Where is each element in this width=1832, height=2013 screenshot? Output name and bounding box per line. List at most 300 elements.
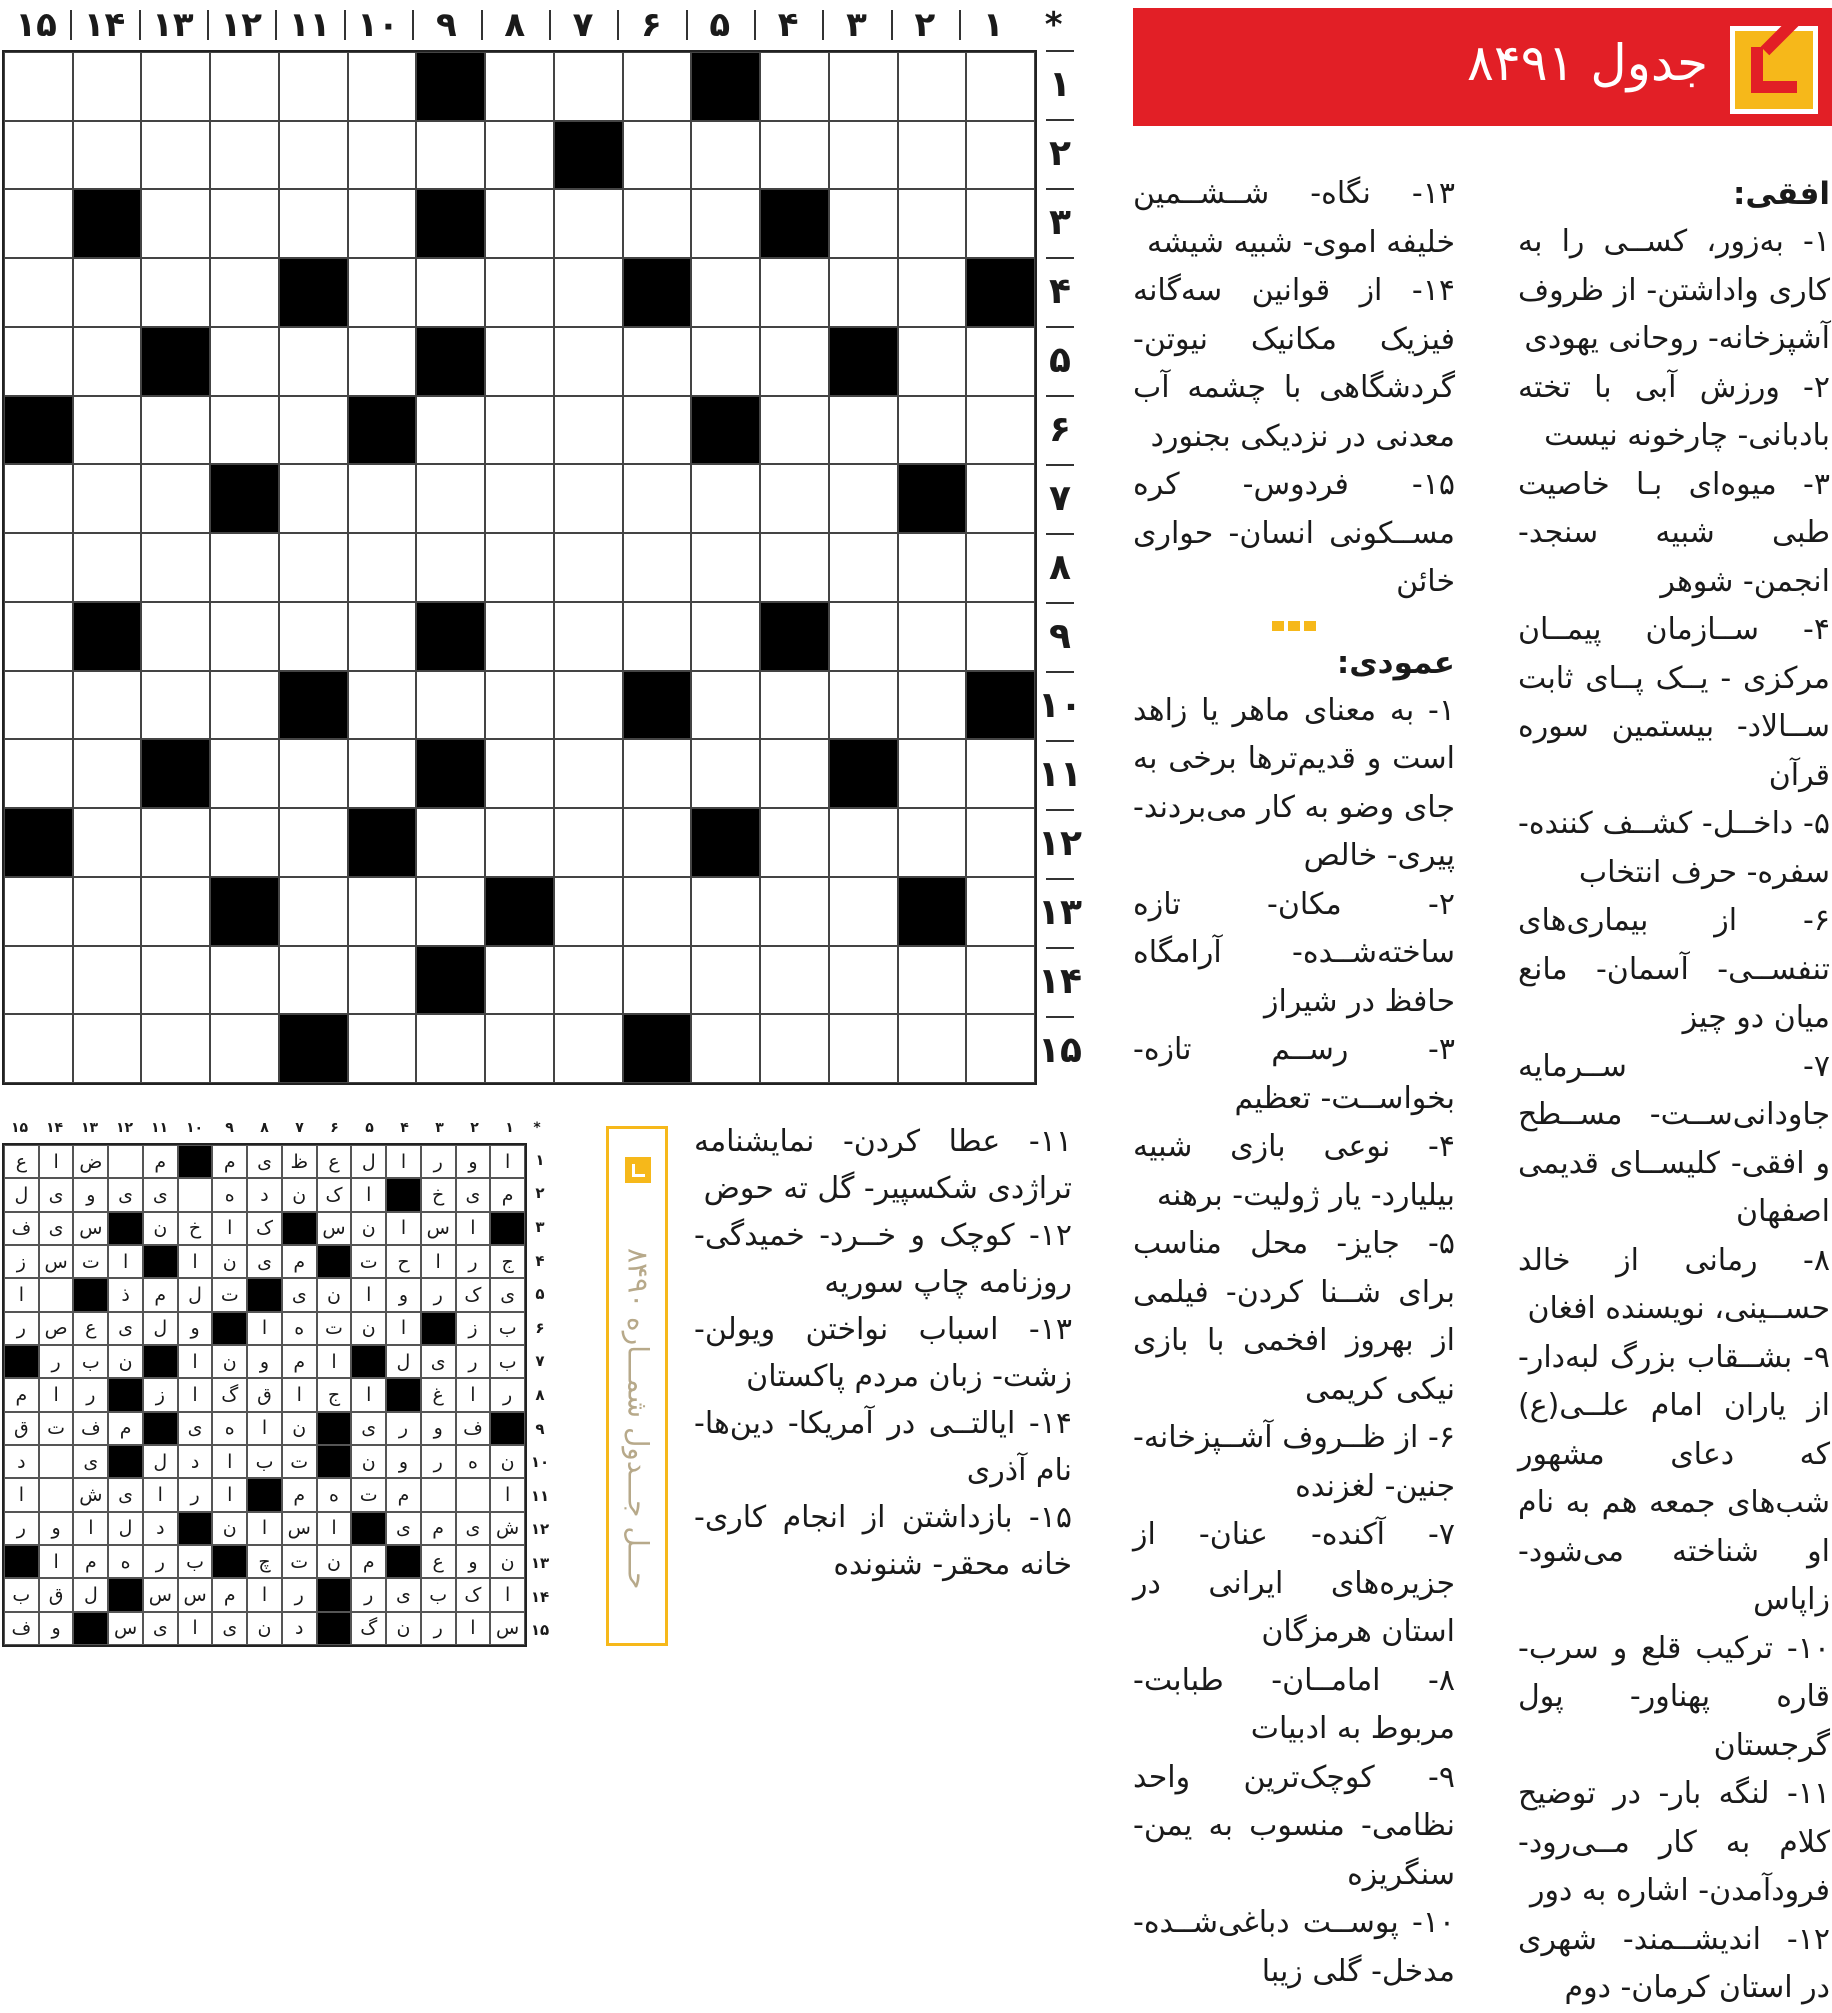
- empty-cell[interactable]: [554, 739, 623, 808]
- empty-cell[interactable]: [279, 327, 348, 396]
- empty-cell[interactable]: [691, 121, 760, 190]
- empty-cell[interactable]: [554, 946, 623, 1015]
- empty-cell[interactable]: [966, 1014, 1035, 1083]
- black-cell: [4, 396, 73, 465]
- empty-cell[interactable]: [966, 877, 1035, 946]
- solution-cell: م: [282, 1345, 317, 1378]
- empty-cell[interactable]: [691, 327, 760, 396]
- empty-cell[interactable]: [348, 52, 417, 121]
- empty-cell[interactable]: [279, 533, 348, 602]
- empty-cell[interactable]: [554, 52, 623, 121]
- empty-cell[interactable]: [141, 189, 210, 258]
- empty-cell[interactable]: [691, 671, 760, 740]
- empty-cell[interactable]: [279, 464, 348, 533]
- clues-bottom-column: [694, 1118, 1072, 1588]
- solution-black-cell: [108, 1378, 143, 1411]
- empty-cell[interactable]: [141, 808, 210, 877]
- black-cell: [760, 602, 829, 671]
- solution-cell: ف: [4, 1212, 39, 1245]
- empty-cell[interactable]: [73, 877, 142, 946]
- empty-cell[interactable]: [623, 396, 692, 465]
- empty-cell[interactable]: [760, 464, 829, 533]
- black-cell: [691, 52, 760, 121]
- solution-black-cell: [212, 1312, 247, 1345]
- empty-cell[interactable]: [279, 121, 348, 190]
- empty-cell[interactable]: [898, 739, 967, 808]
- empty-cell[interactable]: [829, 946, 898, 1015]
- black-cell: [760, 189, 829, 258]
- solution-cell: چ: [247, 1545, 282, 1578]
- empty-cell[interactable]: [73, 327, 142, 396]
- solution-cell: ص: [39, 1312, 74, 1345]
- empty-cell[interactable]: [554, 327, 623, 396]
- empty-cell[interactable]: [4, 671, 73, 740]
- empty-cell[interactable]: [485, 739, 554, 808]
- down-clue: ۵- جایز- محل مناسب برای شــنا کردن- فیلمی از بهروز افخمی با بازی نیکی کریمی: [1133, 1226, 1455, 1407]
- empty-cell[interactable]: [485, 808, 554, 877]
- empty-cell[interactable]: [485, 396, 554, 465]
- solution-cell: ا: [247, 1312, 282, 1345]
- empty-cell[interactable]: [829, 258, 898, 327]
- empty-cell[interactable]: [898, 602, 967, 671]
- solution-cell: ا: [247, 1412, 282, 1445]
- empty-cell[interactable]: [416, 671, 485, 740]
- empty-cell[interactable]: [416, 877, 485, 946]
- empty-cell[interactable]: [554, 464, 623, 533]
- empty-cell[interactable]: [691, 1014, 760, 1083]
- empty-cell[interactable]: [898, 52, 967, 121]
- empty-cell[interactable]: [966, 464, 1035, 533]
- empty-cell[interactable]: [966, 602, 1035, 671]
- black-cell: [73, 189, 142, 258]
- solution-column-label: ۸: [260, 1120, 269, 1136]
- solution-cell: ق: [247, 1378, 282, 1411]
- empty-cell[interactable]: [210, 808, 279, 877]
- empty-cell[interactable]: [554, 533, 623, 602]
- empty-cell[interactable]: [141, 464, 210, 533]
- empty-cell[interactable]: [829, 671, 898, 740]
- empty-cell[interactable]: [141, 602, 210, 671]
- empty-cell[interactable]: [691, 877, 760, 946]
- down-clue: ۱۱- عطا کردن- نمایشنامه تراژدی شکسپیر- گل ته حوض: [694, 1124, 1072, 1206]
- empty-cell[interactable]: [348, 946, 417, 1015]
- solution-cell: ه: [317, 1478, 352, 1511]
- across-clue: ۱۱- لنگه بار- در توضیح کلام به کار مــی‌رود- فرودآمدن- اشاره به دور: [1518, 1776, 1830, 1908]
- solution-cell: ی: [73, 1445, 108, 1478]
- solution-cell: ا: [456, 1612, 491, 1645]
- empty-cell[interactable]: [898, 671, 967, 740]
- empty-cell[interactable]: [4, 258, 73, 327]
- empty-cell[interactable]: [760, 327, 829, 396]
- empty-cell[interactable]: [348, 533, 417, 602]
- black-cell: [691, 808, 760, 877]
- empty-cell[interactable]: [279, 396, 348, 465]
- empty-cell[interactable]: [73, 1014, 142, 1083]
- empty-cell[interactable]: [4, 533, 73, 602]
- empty-cell[interactable]: [210, 1014, 279, 1083]
- solution-cell: ا: [490, 1578, 525, 1611]
- solution-black-cell: [212, 1545, 247, 1578]
- solution-cell: ت: [282, 1545, 317, 1578]
- empty-cell[interactable]: [210, 52, 279, 121]
- empty-cell[interactable]: [898, 258, 967, 327]
- solution-cell: ع: [317, 1145, 352, 1178]
- row-label: ۱۲: [1040, 809, 1080, 878]
- empty-cell[interactable]: [760, 946, 829, 1015]
- empty-cell[interactable]: [348, 602, 417, 671]
- solution-cell: م: [108, 1412, 143, 1445]
- across-clue: ۱۰- ترکیب قلع و سرب- قاره پهناور- پول گرجستان: [1518, 1630, 1830, 1763]
- empty-cell[interactable]: [348, 464, 417, 533]
- solution-cell: و: [456, 1545, 491, 1578]
- solution-cell: ن: [351, 1312, 386, 1345]
- empty-cell[interactable]: [210, 533, 279, 602]
- solution-cell: س: [108, 1612, 143, 1645]
- across-clue: ۱۴- از قوانین سه‌گانه فیزیک مکانیک نیوتن- گردشگاهی با چشمه آب معدنی در نزدیکی بجنورد: [1133, 273, 1455, 454]
- empty-cell[interactable]: [760, 396, 829, 465]
- solution-column-label: ۳: [435, 1120, 444, 1136]
- empty-cell[interactable]: [348, 877, 417, 946]
- solution-cell: ا: [282, 1378, 317, 1411]
- empty-cell[interactable]: [485, 258, 554, 327]
- empty-cell[interactable]: [485, 464, 554, 533]
- empty-cell[interactable]: [279, 52, 348, 121]
- empty-cell[interactable]: [829, 808, 898, 877]
- empty-cell[interactable]: [829, 877, 898, 946]
- solution-cell: س: [282, 1512, 317, 1545]
- down-clue: ۱- به معنای ماهر یا زاهد است و قدیم‌ترها برخی به جای وضو به کار می‌بردند- پیری- خالص: [1133, 692, 1455, 873]
- empty-cell[interactable]: [210, 189, 279, 258]
- row-label: ۷: [1040, 464, 1080, 533]
- solution-cell: ی: [39, 1212, 74, 1245]
- empty-cell[interactable]: [829, 396, 898, 465]
- empty-cell[interactable]: [966, 327, 1035, 396]
- column-label: ۱۰: [344, 0, 412, 50]
- empty-cell[interactable]: [554, 671, 623, 740]
- empty-cell[interactable]: [485, 533, 554, 602]
- empty-cell[interactable]: [898, 1014, 967, 1083]
- empty-cell[interactable]: [691, 258, 760, 327]
- empty-cell[interactable]: [416, 1014, 485, 1083]
- empty-cell[interactable]: [554, 258, 623, 327]
- empty-cell[interactable]: [416, 808, 485, 877]
- empty-cell[interactable]: [279, 739, 348, 808]
- solution-grid: [2, 1143, 527, 1647]
- empty-cell[interactable]: [829, 533, 898, 602]
- empty-cell[interactable]: [485, 671, 554, 740]
- solution-black-cell: [143, 1412, 178, 1445]
- empty-cell[interactable]: [73, 121, 142, 190]
- grid-column-labels: [2, 0, 1080, 50]
- empty-cell[interactable]: [4, 327, 73, 396]
- empty-cell[interactable]: [623, 189, 692, 258]
- empty-cell[interactable]: [898, 121, 967, 190]
- empty-cell[interactable]: [348, 1014, 417, 1083]
- empty-cell[interactable]: [210, 327, 279, 396]
- empty-cell[interactable]: [760, 121, 829, 190]
- black-cell: [73, 602, 142, 671]
- solution-cell: ر: [178, 1478, 213, 1511]
- empty-cell[interactable]: [210, 258, 279, 327]
- empty-cell[interactable]: [279, 602, 348, 671]
- empty-cell[interactable]: [829, 464, 898, 533]
- empty-cell[interactable]: [554, 877, 623, 946]
- empty-cell[interactable]: [760, 671, 829, 740]
- empty-cell[interactable]: [760, 1014, 829, 1083]
- empty-cell[interactable]: [623, 121, 692, 190]
- solution-cell: ج: [317, 1378, 352, 1411]
- empty-cell[interactable]: [416, 396, 485, 465]
- empty-cell[interactable]: [210, 602, 279, 671]
- empty-cell[interactable]: [210, 739, 279, 808]
- solution-cell: ف: [4, 1612, 39, 1645]
- empty-cell[interactable]: [760, 52, 829, 121]
- empty-cell[interactable]: [279, 808, 348, 877]
- solution-cell: ش: [490, 1512, 525, 1545]
- empty-cell[interactable]: [73, 671, 142, 740]
- header-banner: [1133, 8, 1832, 126]
- empty-cell[interactable]: [760, 533, 829, 602]
- solution-cell: ن: [212, 1345, 247, 1378]
- empty-cell[interactable]: [829, 52, 898, 121]
- solution-cell: م: [73, 1545, 108, 1578]
- solution-cell: ی: [212, 1612, 247, 1645]
- solution-cell: خ: [178, 1212, 213, 1245]
- empty-cell[interactable]: [829, 602, 898, 671]
- empty-cell[interactable]: [4, 189, 73, 258]
- solution-cell: ی: [247, 1245, 282, 1278]
- empty-cell[interactable]: [73, 808, 142, 877]
- empty-cell[interactable]: [485, 1014, 554, 1083]
- solution-cell: ع: [4, 1145, 39, 1178]
- empty-cell[interactable]: [485, 121, 554, 190]
- empty-cell[interactable]: [966, 946, 1035, 1015]
- empty-cell[interactable]: [4, 739, 73, 808]
- empty-cell[interactable]: [554, 602, 623, 671]
- across-clue: ۱- به‌زور، کســی را به کاری واداشتن- از ظروف آشپزخانه- روحانی یهودی: [1518, 224, 1830, 356]
- solution-cell: ر: [73, 1378, 108, 1411]
- empty-cell[interactable]: [623, 327, 692, 396]
- solution-row-label: ۴: [535, 1251, 545, 1270]
- empty-cell[interactable]: [898, 946, 967, 1015]
- empty-cell[interactable]: [210, 396, 279, 465]
- empty-cell[interactable]: [4, 52, 73, 121]
- solution-cell: و: [456, 1145, 491, 1178]
- empty-cell[interactable]: [4, 946, 73, 1015]
- solution-row-label: ۲: [535, 1184, 545, 1203]
- empty-cell[interactable]: [348, 739, 417, 808]
- empty-cell[interactable]: [141, 533, 210, 602]
- solution-cell: ل: [178, 1278, 213, 1311]
- solution-black-cell: [108, 1212, 143, 1245]
- empty-cell[interactable]: [623, 877, 692, 946]
- empty-cell[interactable]: [691, 739, 760, 808]
- solution-cell: ز: [456, 1312, 491, 1345]
- empty-cell[interactable]: [760, 877, 829, 946]
- empty-cell[interactable]: [691, 189, 760, 258]
- empty-cell[interactable]: [760, 808, 829, 877]
- empty-cell[interactable]: [73, 533, 142, 602]
- empty-cell[interactable]: [898, 189, 967, 258]
- empty-cell[interactable]: [4, 464, 73, 533]
- empty-cell[interactable]: [760, 258, 829, 327]
- empty-cell[interactable]: [554, 808, 623, 877]
- empty-cell[interactable]: [141, 1014, 210, 1083]
- empty-cell[interactable]: [554, 1014, 623, 1083]
- column-label: ۱۵: [15, 5, 57, 45]
- black-cell: [416, 602, 485, 671]
- empty-cell[interactable]: [210, 946, 279, 1015]
- empty-cell[interactable]: [4, 1014, 73, 1083]
- empty-cell[interactable]: [141, 121, 210, 190]
- empty-cell[interactable]: [966, 533, 1035, 602]
- empty-cell[interactable]: [485, 602, 554, 671]
- empty-cell[interactable]: [623, 739, 692, 808]
- empty-cell[interactable]: [73, 464, 142, 533]
- empty-cell[interactable]: [73, 52, 142, 121]
- empty-cell[interactable]: [554, 189, 623, 258]
- empty-cell[interactable]: [348, 189, 417, 258]
- row-label: ۱۱: [1040, 740, 1080, 809]
- down-clue: ۱۳- اسباب نواختن ویولن- زشت- زبان مردم پاکستان: [694, 1312, 1072, 1394]
- empty-cell[interactable]: [623, 533, 692, 602]
- empty-cell[interactable]: [760, 739, 829, 808]
- empty-cell[interactable]: [966, 121, 1035, 190]
- empty-cell[interactable]: [279, 946, 348, 1015]
- empty-cell[interactable]: [623, 946, 692, 1015]
- empty-cell[interactable]: [966, 808, 1035, 877]
- empty-cell[interactable]: [4, 602, 73, 671]
- empty-cell[interactable]: [210, 121, 279, 190]
- across-clue: ۱۵- فردوس- کره مســکونی انسان- حواری خائن: [1133, 467, 1455, 599]
- empty-cell[interactable]: [485, 327, 554, 396]
- empty-cell[interactable]: [829, 189, 898, 258]
- empty-cell[interactable]: [416, 464, 485, 533]
- empty-cell[interactable]: [966, 189, 1035, 258]
- empty-cell[interactable]: [966, 396, 1035, 465]
- empty-cell[interactable]: [141, 877, 210, 946]
- solution-cell: ا: [247, 1578, 282, 1611]
- row-label: ۴: [1040, 257, 1080, 326]
- empty-cell[interactable]: [623, 52, 692, 121]
- solution-cell: م: [4, 1378, 39, 1411]
- clues-middle-column: [1133, 170, 1455, 1996]
- solution-black-cell: [317, 1612, 352, 1645]
- empty-cell[interactable]: [73, 258, 142, 327]
- empty-cell[interactable]: [141, 52, 210, 121]
- empty-cell[interactable]: [691, 464, 760, 533]
- solution-black-cell: [4, 1345, 39, 1378]
- empty-cell[interactable]: [348, 121, 417, 190]
- black-cell: [829, 739, 898, 808]
- solution-cell: ع: [421, 1545, 456, 1578]
- empty-cell[interactable]: [73, 739, 142, 808]
- solution-cell: ذ: [108, 1278, 143, 1311]
- empty-cell[interactable]: [416, 533, 485, 602]
- solution-cell: ت: [282, 1445, 317, 1478]
- empty-cell[interactable]: [898, 533, 967, 602]
- solution-cell: ی: [108, 1312, 143, 1345]
- empty-cell[interactable]: [554, 396, 623, 465]
- empty-cell[interactable]: [348, 671, 417, 740]
- empty-cell[interactable]: [4, 121, 73, 190]
- empty-cell[interactable]: [485, 189, 554, 258]
- solution-cell: ت: [317, 1312, 352, 1345]
- empty-cell[interactable]: [623, 464, 692, 533]
- solution-black-cell: [386, 1378, 421, 1411]
- solution-column-label: ۱۳: [80, 1120, 99, 1136]
- empty-cell[interactable]: [416, 121, 485, 190]
- across-clues: [1518, 170, 1830, 2013]
- empty-cell[interactable]: [898, 808, 967, 877]
- empty-cell[interactable]: [416, 258, 485, 327]
- empty-cell[interactable]: [4, 877, 73, 946]
- solution-label-box: [606, 1126, 668, 1646]
- solution-cell: د: [282, 1612, 317, 1645]
- column-label: ۵: [686, 0, 754, 50]
- black-cell: [210, 877, 279, 946]
- solution-cell: ر: [351, 1578, 386, 1611]
- solution-cell: ل: [351, 1145, 386, 1178]
- empty-cell[interactable]: [141, 671, 210, 740]
- empty-cell[interactable]: [966, 52, 1035, 121]
- empty-cell[interactable]: [73, 396, 142, 465]
- empty-cell[interactable]: [210, 671, 279, 740]
- solution-cell: ز: [4, 1245, 39, 1278]
- solution-cell: ا: [39, 1545, 74, 1578]
- empty-cell[interactable]: [141, 258, 210, 327]
- empty-cell[interactable]: [279, 189, 348, 258]
- solution-cell: ن: [351, 1212, 386, 1245]
- solution-black-cell: [490, 1212, 525, 1245]
- solution-cell: ت: [73, 1245, 108, 1278]
- empty-cell[interactable]: [966, 739, 1035, 808]
- empty-cell[interactable]: [279, 877, 348, 946]
- row-label: ۱: [1040, 50, 1080, 119]
- solution-cell: ی: [456, 1178, 491, 1211]
- empty-cell[interactable]: [623, 602, 692, 671]
- empty-cell[interactable]: [829, 1014, 898, 1083]
- solution-cell: ر: [143, 1545, 178, 1578]
- empty-cell[interactable]: [485, 52, 554, 121]
- empty-cell[interactable]: [623, 808, 692, 877]
- empty-cell[interactable]: [691, 946, 760, 1015]
- empty-cell[interactable]: [348, 327, 417, 396]
- black-cell: [348, 396, 417, 465]
- solution-black-cell: [247, 1278, 282, 1311]
- empty-cell[interactable]: [485, 946, 554, 1015]
- solution-cell: ب: [178, 1545, 213, 1578]
- empty-cell[interactable]: [141, 946, 210, 1015]
- solution-cell: ب: [490, 1345, 525, 1378]
- empty-cell[interactable]: [348, 258, 417, 327]
- solution-row-label: ۱۵: [530, 1621, 550, 1640]
- solution-cell: ا: [351, 1378, 386, 1411]
- empty-cell[interactable]: [829, 121, 898, 190]
- empty-cell[interactable]: [898, 327, 967, 396]
- solution-cell: و: [73, 1178, 108, 1211]
- empty-cell[interactable]: [73, 946, 142, 1015]
- column-label: ۱۴: [70, 0, 138, 50]
- empty-cell[interactable]: [898, 396, 967, 465]
- solution-cell: ر: [456, 1245, 491, 1278]
- solution-cell: [421, 1478, 456, 1511]
- empty-cell[interactable]: [691, 602, 760, 671]
- solution-cell: ب: [421, 1578, 456, 1611]
- empty-cell[interactable]: [141, 396, 210, 465]
- empty-cell[interactable]: [691, 533, 760, 602]
- solution-cell: ح: [386, 1245, 421, 1278]
